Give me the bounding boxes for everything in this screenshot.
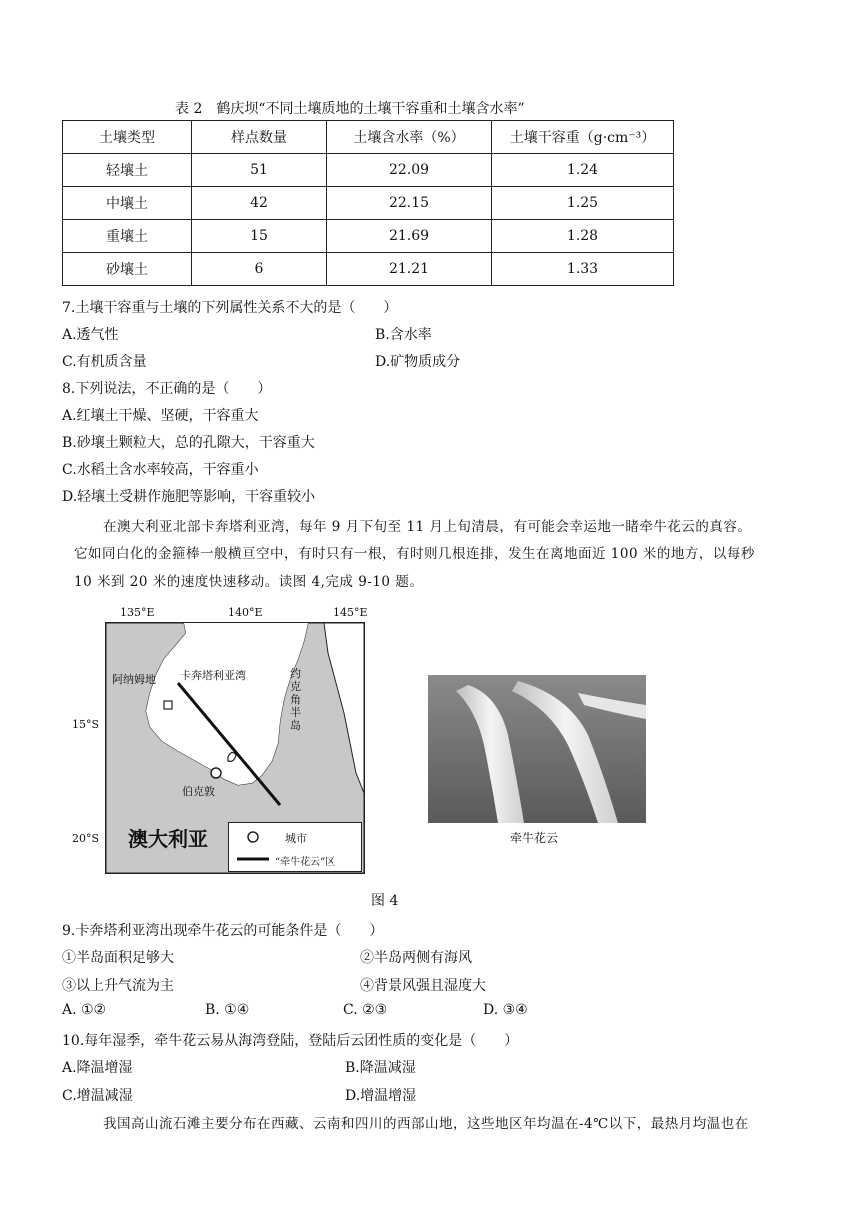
- header-cell: 土壤类型: [63, 121, 192, 154]
- island: [164, 701, 172, 709]
- table-cell: 22.09: [327, 154, 492, 187]
- q7-option-d: D.矿物质成分: [375, 354, 461, 370]
- longitude-label: 140°E: [228, 606, 263, 619]
- table-cell: 21.21: [327, 253, 492, 286]
- legend-cloud-label: “牵牛花云”区: [275, 857, 336, 868]
- latitude-label: 15°S: [72, 718, 100, 731]
- q9-statement-2: ②半岛两侧有海风: [360, 950, 472, 966]
- q10-option-c: C.增温减湿: [62, 1088, 133, 1104]
- table-cell: 51: [192, 154, 327, 187]
- header-cell: 土壤含水率（%）: [327, 121, 492, 154]
- table-row: [63, 220, 674, 253]
- table-cell: 1.24: [492, 154, 674, 187]
- photo-caption: 牵牛花云: [510, 831, 559, 845]
- q10-stem: 10.每年湿季，牵牛花云易从海湾登陆，登陆后云团性质的变化是（ ）: [62, 1033, 519, 1049]
- table-row: [63, 187, 674, 220]
- latitude-label: 20°S: [72, 832, 100, 845]
- q9-statement-1: ①半岛面积足够大: [62, 950, 174, 966]
- cape-york-char: 角: [290, 693, 301, 706]
- table-cell: 1.25: [492, 187, 674, 220]
- q8-option-d: D.轻壤土受耕作施肥等影响，干容重较小: [62, 489, 316, 505]
- table-cell: 轻壤土: [63, 154, 192, 187]
- morning-glory-cloud-photo: [428, 675, 646, 823]
- q9-statement-4: ④背景风强且湿度大: [360, 978, 486, 994]
- header-cell: 土壤干容重（g·cm⁻³）: [492, 121, 674, 154]
- burketown-label: 伯克敦: [182, 785, 215, 798]
- arnhem-land-label: 阿纳姆地: [112, 673, 156, 686]
- q7-option-c: C.有机质含量: [62, 354, 147, 370]
- soil-table: [62, 120, 674, 286]
- cloud-photo-graphic: [428, 675, 646, 823]
- map-legend: [228, 822, 362, 872]
- q8-stem: 8.下列说法，不正确的是（ ）: [62, 381, 272, 397]
- q8-option-a: A.红壤土干燥、坚硬，干容重大: [62, 408, 259, 424]
- q7-stem: 7.土壤干容重与土壤的下列属性关系不大的是（ ）: [62, 300, 398, 316]
- q9-stem: 9.卡奔塔利亚湾出现牵牛花云的可能条件是（ ）: [62, 923, 384, 939]
- city-marker: [211, 768, 221, 778]
- cape-york-char: 克: [290, 680, 301, 693]
- figure-caption: 图 4: [371, 893, 399, 909]
- q9-option-c: C. ②③: [343, 1002, 388, 1018]
- table-row: [63, 253, 674, 286]
- passage-line: 10 米到 20 米的速度快速移动。读图 4,完成 9-10 题。: [74, 574, 424, 590]
- q9-option-a: A. ①②: [62, 1002, 107, 1018]
- passage-line: 它如同白化的金箍棒一般横亘空中，有时只有一根，有时则几根连排，发生在离地面近 100 米的地方，以每秒: [74, 546, 755, 562]
- q7-option-b: B.含水率: [375, 327, 432, 343]
- cape-york-char: 岛: [290, 719, 301, 732]
- gulf-label: 卡奔塔利亚湾: [180, 669, 246, 682]
- cape-york-label: [290, 667, 302, 732]
- passage-line: 在澳大利亚北部卡奔塔利亚湾，每年 9 月下旬至 11 月上旬清晨，有可能会幸运地一睹牵牛花云的真容。: [103, 519, 752, 535]
- q10-option-b: B.降温减湿: [345, 1060, 416, 1076]
- q10-option-d: D.增温增湿: [345, 1088, 417, 1104]
- table-cell: 重壤土: [63, 220, 192, 253]
- table-cell: 砂壤土: [63, 253, 192, 286]
- header-cell: 样点数量: [192, 121, 327, 154]
- longitude-label: 145°E: [333, 606, 368, 619]
- table-row: [63, 154, 674, 187]
- australia-label: 澳大利亚: [128, 827, 208, 851]
- table-cell: 42: [192, 187, 327, 220]
- table-cell: 15: [192, 220, 327, 253]
- table-caption: 表 2 鹤庆坝“不同土壤质地的土壤干容重和土壤含水率”: [175, 101, 525, 117]
- legend-city-icon: [248, 832, 258, 842]
- q10-option-a: A.降温增湿: [62, 1060, 133, 1076]
- q9-option-b: B. ①④: [205, 1002, 250, 1018]
- cape-york-char: 半: [290, 706, 301, 719]
- table-cell: 6: [192, 253, 327, 286]
- table-cell: 22.15: [327, 187, 492, 220]
- cape-york-char: 约: [290, 667, 301, 680]
- q9-option-d: D. ③④: [483, 1002, 528, 1018]
- table-cell: 中壤土: [63, 187, 192, 220]
- table-cell: 1.33: [492, 253, 674, 286]
- q8-option-b: B.砂壤土颗粒大，总的孔隙大，干容重大: [62, 435, 315, 451]
- table-header-row: [63, 121, 674, 154]
- q7-option-a: A.透气性: [62, 327, 119, 343]
- legend-city-label: 城市: [285, 832, 307, 845]
- passage2-line: 我国高山流石滩主要分布在西藏、云南和四川的西部山地，这些地区年均温在-4℃以下，最热月均温也在: [103, 1116, 749, 1132]
- q9-statement-3: ③以上升气流为主: [62, 978, 174, 994]
- table-cell: 21.69: [327, 220, 492, 253]
- table-cell: 1.28: [492, 220, 674, 253]
- longitude-label: 135°E: [120, 606, 155, 619]
- q8-option-c: C.水稻土含水率较高，干容重小: [62, 462, 259, 478]
